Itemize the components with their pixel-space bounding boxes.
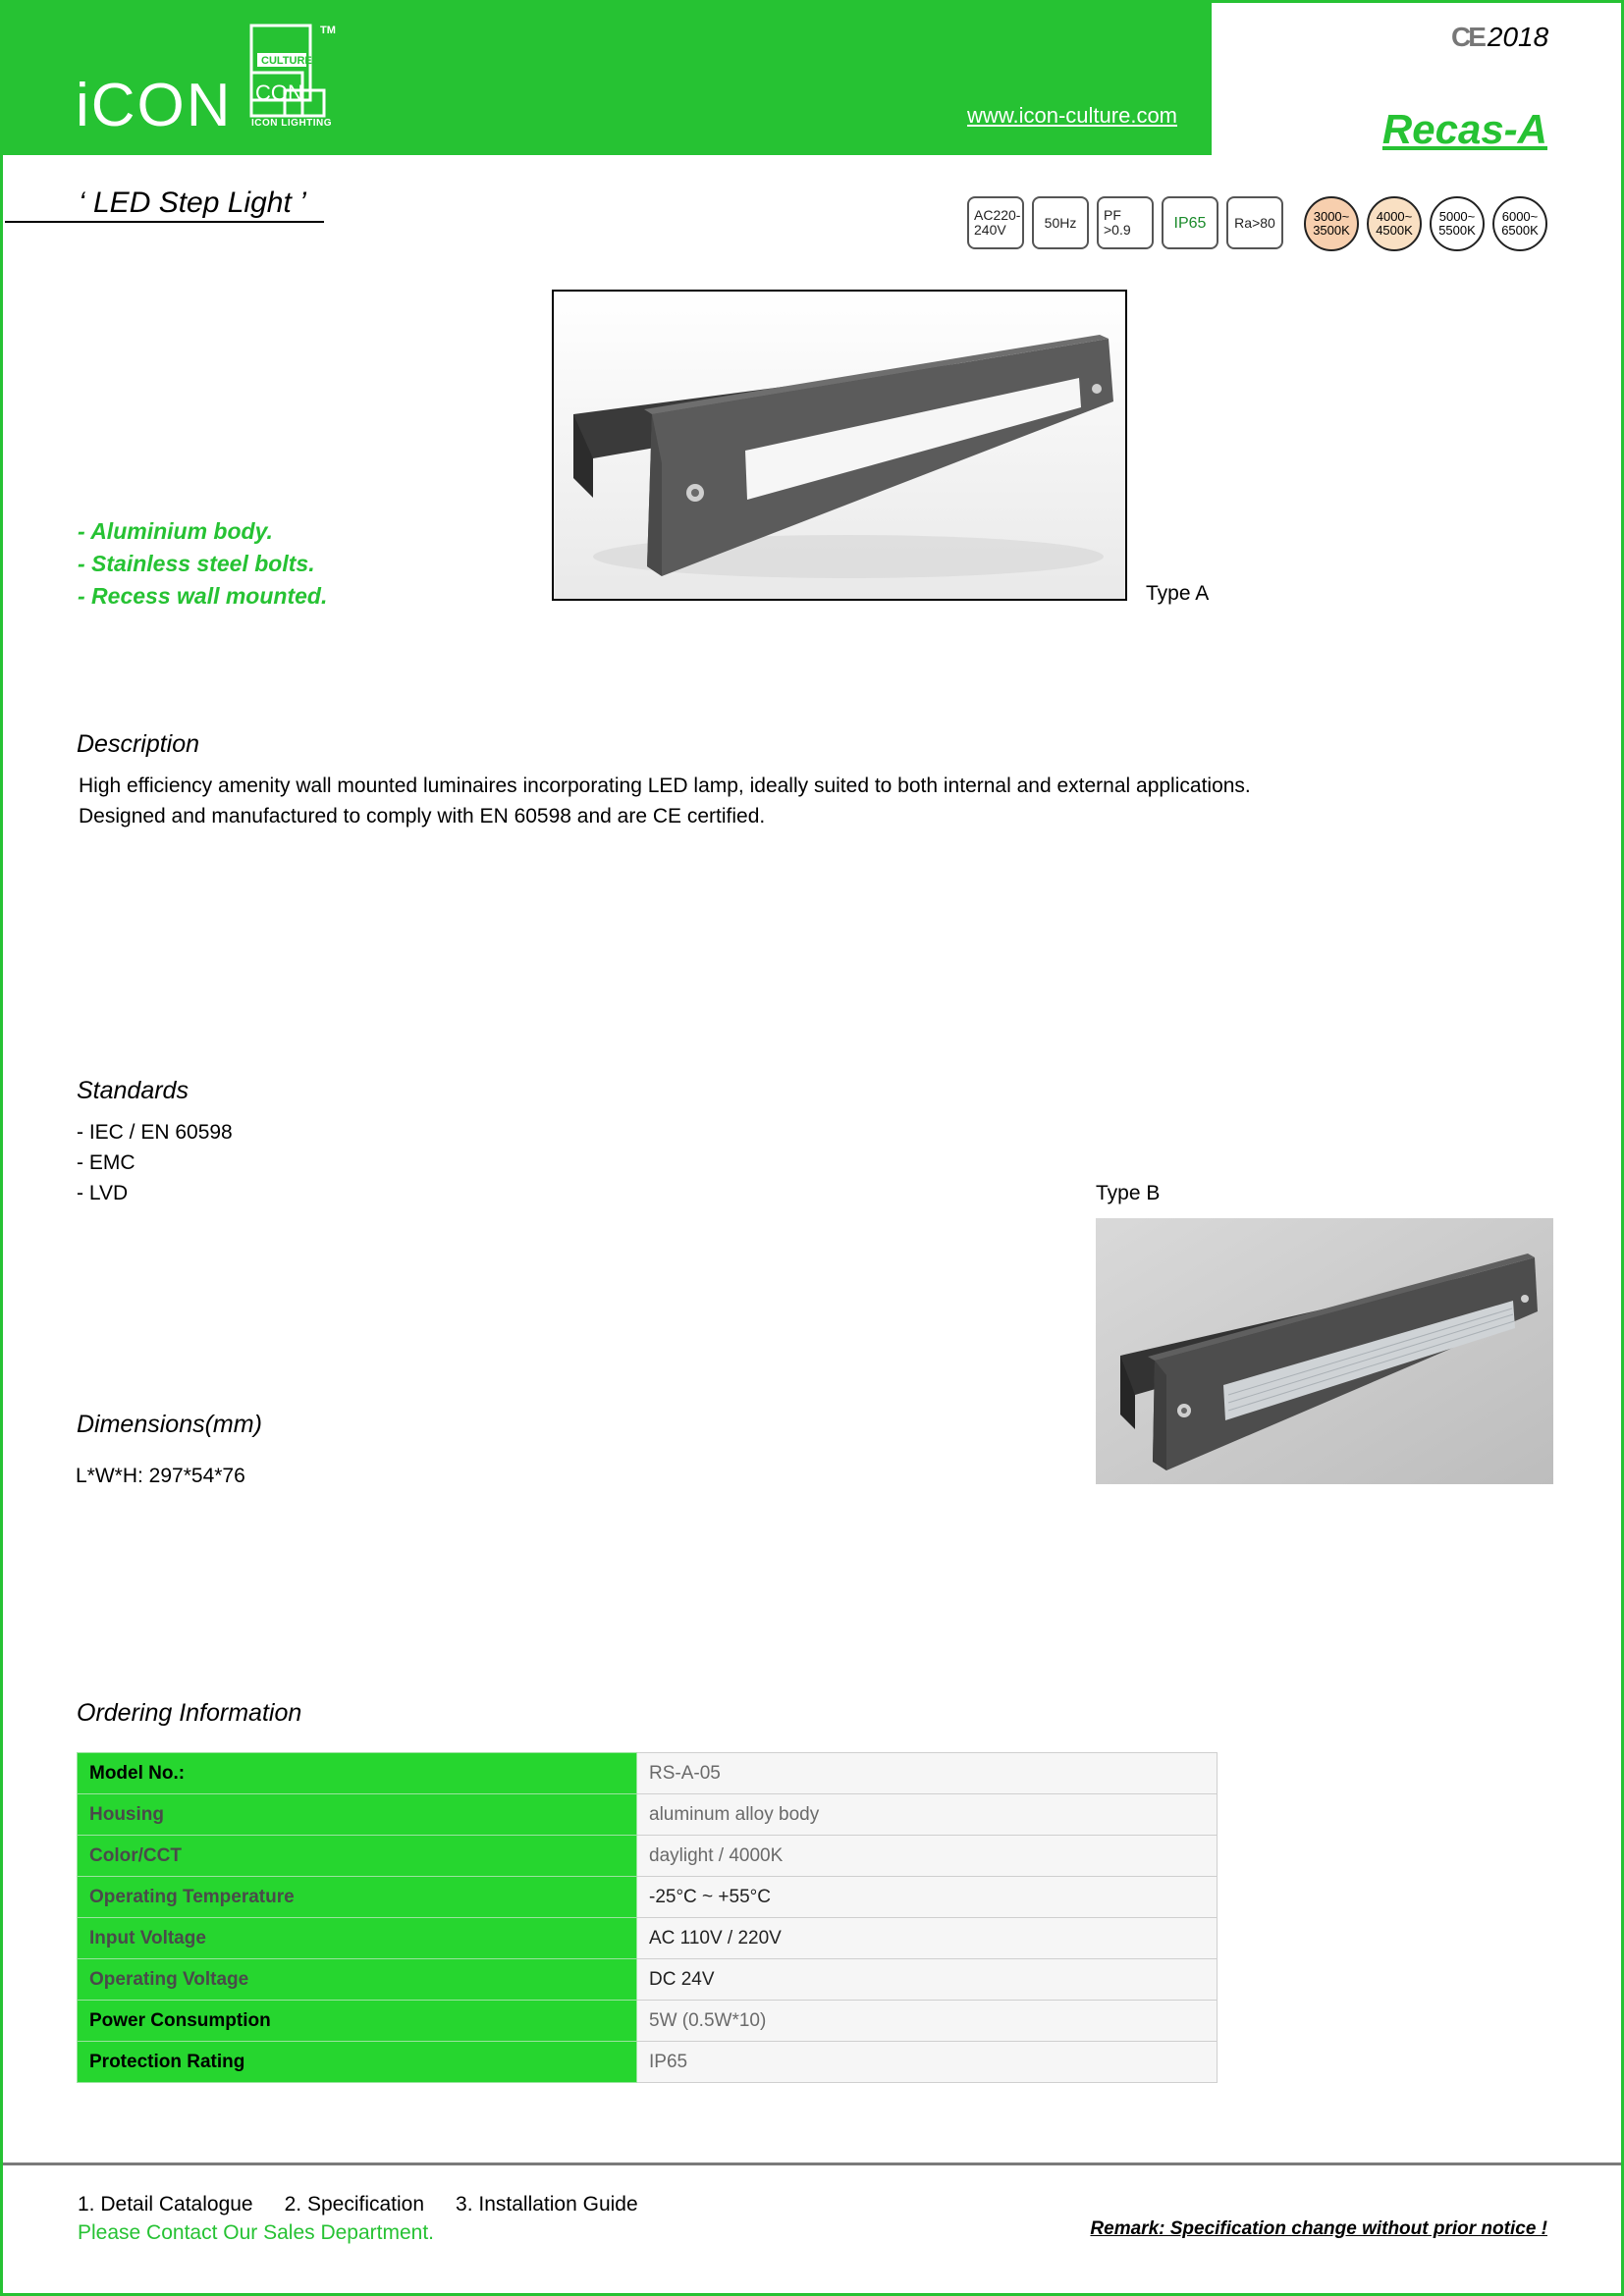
badge-line: 50Hz <box>1044 214 1077 231</box>
cct-line: 3000~ <box>1313 209 1350 224</box>
description-heading: Description <box>77 730 200 758</box>
product-title: ‘ LED Step Light ’ <box>79 187 306 219</box>
standard-item: - IEC / EN 60598 <box>77 1121 233 1144</box>
row-key: Model No.: <box>78 1753 637 1794</box>
logo-subtitle: ICON LIGHTING <box>251 118 333 129</box>
product-image-type-b <box>1096 1218 1553 1484</box>
row-value: 5W (0.5W*10) <box>637 2001 1218 2042</box>
cct-6000k-badge <box>1492 196 1547 251</box>
row-key: Power Consumption <box>78 2001 637 2042</box>
row-key: Protection Rating <box>78 2042 637 2083</box>
row-key: Input Voltage <box>78 1918 637 1959</box>
badge-line: Ra>80 <box>1234 214 1275 231</box>
standards-list <box>77 1117 233 1208</box>
badge-line: PF <box>1104 207 1121 223</box>
ip-rating-badge <box>1162 196 1218 249</box>
table-row <box>78 1794 1218 1836</box>
ce-mark-icon: CE <box>1451 22 1484 52</box>
description-line: High efficiency amenity wall mounted luminaires incorporating LED lamp, ideally suited to both internal and external applications. <box>79 774 1251 797</box>
footer-contact: Please Contact Our Sales Department. <box>78 2221 435 2244</box>
cct-line: 6000~ <box>1501 209 1539 224</box>
step-light-type-a-illustration <box>554 292 1125 599</box>
cct-line: 6500K <box>1501 223 1539 238</box>
model-title: Recas-A <box>1381 106 1547 152</box>
frequency-badge <box>1032 196 1089 249</box>
row-value: IP65 <box>637 2042 1218 2083</box>
table-row <box>78 1877 1218 1918</box>
logo-tm-text: TM <box>320 25 336 36</box>
row-key: Housing <box>78 1794 637 1836</box>
step-light-type-b-illustration <box>1096 1218 1553 1484</box>
website-link[interactable]: www.icon-culture.com <box>967 103 1177 128</box>
ordering-heading: Ordering Information <box>77 1699 302 1727</box>
year-text: 2018 <box>1487 22 1549 52</box>
dimensions-value: L*W*H: 297*54*76 <box>76 1465 245 1487</box>
feature-item: - Stainless steel bolts. <box>78 551 315 576</box>
feature-item: - Recess wall mounted. <box>78 583 328 609</box>
description-text <box>79 771 1251 831</box>
product-image-type-a <box>552 290 1127 601</box>
footer-remark: Remark: Specification change without prior notice ! <box>1090 2218 1547 2239</box>
cct-line: 4500K <box>1376 223 1413 238</box>
footer-links <box>78 2193 638 2216</box>
ordering-table <box>77 1752 1218 2083</box>
dimensions-heading: Dimensions(mm) <box>77 1411 262 1438</box>
cct-line: 5500K <box>1438 223 1476 238</box>
footer-link-installation[interactable]: 3. Installation Guide <box>456 2193 638 2216</box>
brand-logo-text: iCON <box>76 72 233 139</box>
power-factor-badge <box>1097 196 1154 249</box>
cct-5000k-badge <box>1430 196 1485 251</box>
voltage-badge <box>967 196 1024 249</box>
spec-badges <box>967 196 1283 249</box>
cct-options <box>1304 196 1547 251</box>
badge-line: IP65 <box>1173 214 1207 232</box>
standard-item: - EMC <box>77 1151 135 1174</box>
brand-logo-icon <box>245 22 342 132</box>
feature-item: - Aluminium body. <box>78 518 273 544</box>
table-row <box>78 1918 1218 1959</box>
badge-line: AC220- <box>974 207 1021 223</box>
cct-line: 4000~ <box>1376 209 1413 224</box>
row-value: DC 24V <box>637 1959 1218 2001</box>
footer-divider <box>3 2163 1621 2165</box>
badge-line: 240V <box>974 222 1006 238</box>
cri-badge <box>1226 196 1283 249</box>
type-a-caption: Type A <box>1146 582 1210 605</box>
table-row <box>78 2001 1218 2042</box>
row-value: RS-A-05 <box>637 1753 1218 1794</box>
cct-line: 3500K <box>1313 223 1350 238</box>
product-title-rule <box>5 187 324 223</box>
year-label <box>1451 22 1548 53</box>
logo-con-text: CON <box>255 80 303 105</box>
table-row <box>78 2042 1218 2083</box>
row-value: AC 110V / 220V <box>637 1918 1218 1959</box>
row-key: Operating Voltage <box>78 1959 637 2001</box>
type-b-caption: Type B <box>1096 1182 1161 1204</box>
description-line: Designed and manufactured to comply with EN 60598 and are CE certified. <box>79 805 766 828</box>
logo-culture-text: CULTURE <box>261 55 312 67</box>
feature-list <box>78 515 327 613</box>
row-value: -25°C ~ +55°C <box>637 1877 1218 1918</box>
footer-link-specification[interactable]: 2. Specification <box>284 2193 425 2216</box>
standards-heading: Standards <box>77 1077 189 1104</box>
row-value: aluminum alloy body <box>637 1794 1218 1836</box>
table-row <box>78 1836 1218 1877</box>
cct-line: 5000~ <box>1438 209 1476 224</box>
cct-4000k-badge <box>1367 196 1422 251</box>
row-key: Operating Temperature <box>78 1877 637 1918</box>
badge-line: >0.9 <box>1104 222 1131 238</box>
cct-3000k-badge <box>1304 196 1359 251</box>
row-key: Color/CCT <box>78 1836 637 1877</box>
footer-link-catalogue[interactable]: 1. Detail Catalogue <box>78 2193 253 2216</box>
table-row <box>78 1959 1218 2001</box>
table-row <box>78 1753 1218 1794</box>
standard-item: - LVD <box>77 1182 129 1204</box>
row-value: daylight / 4000K <box>637 1836 1218 1877</box>
